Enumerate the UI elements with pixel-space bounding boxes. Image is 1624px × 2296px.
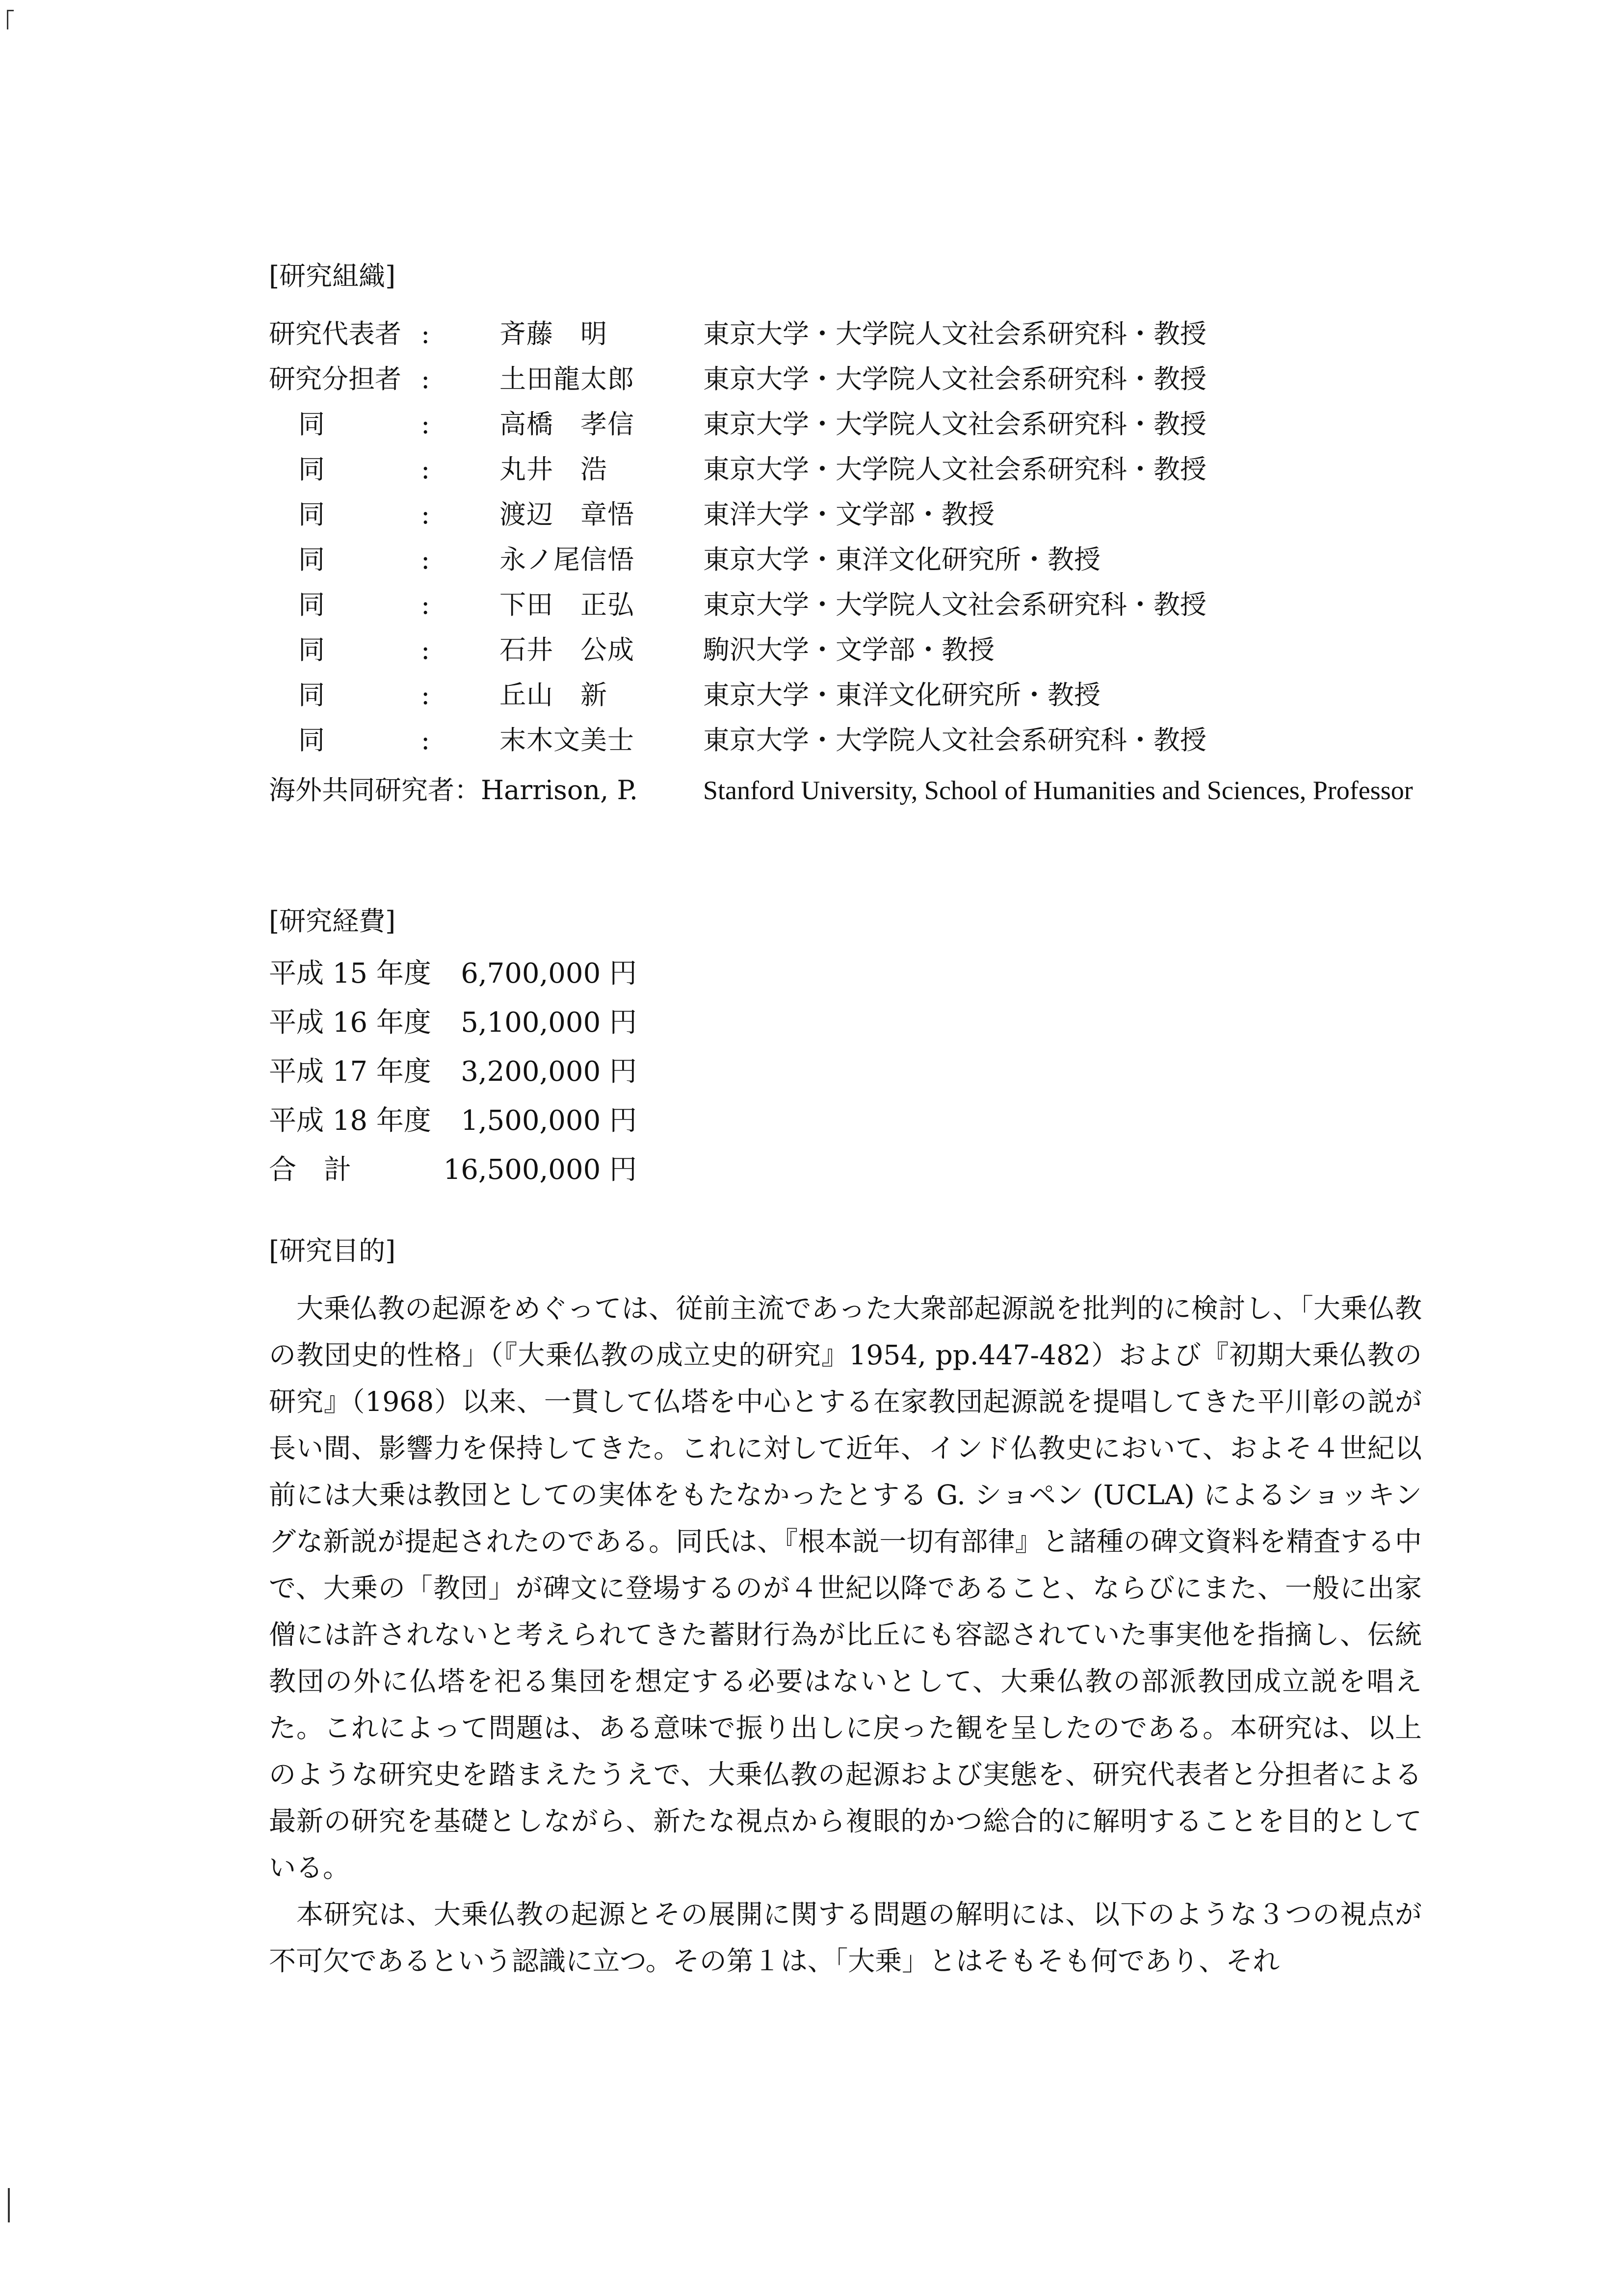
member-affiliation: 東京大学・東洋文化研究所・教授 [703,679,1100,710]
member-name: 永ノ尾信悟 [499,544,634,575]
colon: : [421,454,430,485]
funding-row [269,998,637,1047]
purpose-paragraph: 大乗仏教の起源をめぐっては、従前主流であった大衆部起源説を批判的に検討し、「大乗仏教の教団史的性格」（『大乗仏教の成立史的研究』1954, pp.447-482）および『初期大乗仏教の研究』（1968）以来、一貫して仏塔を中心とする在家教団起源説を提唱してきた平川彰の説が長い間、影響力を保持してきた。これに対して近年、インド仏教史において、およそ４世紀以前には大乗は教団としての実体をもたなかったとする G. ショペン (UCLA) によるショッキングな新説が提起されたのである。同氏は、『根本説一切有部律』と諸種の碑文資料を精査する中で、大乗の「教団」が碑文に登場するのが４世紀以降であること、ならびにまた、一般に出家僧には許されないと考えられてきた蓄財行為が比丘にも容認されていた事実他を指摘し、伝統教団の外に仏塔を祀る集団を想定する必要はないとして、大乗仏教の部派教団成立説を唱えた。これによって問題は、ある意味で振り出しに戻った観を呈したのである。本研究は、以上のような研究史を踏まえたうえで、大乗仏教の起源および実態を、研究代表者と分担者による最新の研究を基礎としながら、新たな視点から複眼的かつ総合的に解明することを目的としている。 [269,1293,1422,1883]
funding-amount: 6,700,000 円 [461,958,637,990]
organization-heading: [研究組織] [269,261,396,291]
role-label: 研究分担者 [269,364,401,394]
member-name: 丘山 新 [499,679,607,710]
role-label: 同 [298,499,325,530]
scan-edge-mark [7,10,8,29]
role-label: 同 [298,409,325,440]
role-label: 同 [298,544,325,575]
role-label: 同 [298,589,325,620]
funding-year: 平成 16 年度 [269,1007,431,1039]
colon: : [421,499,430,530]
colon: : [421,544,430,575]
member-name: 斉藤 明 [499,318,607,349]
role-label: 同 [298,454,325,485]
role-label: 同 [298,725,325,756]
org-row [269,582,1446,627]
colon: : [421,318,430,349]
member-name: 土田龍太郎 [499,364,634,394]
overseas-researcher-label: 海外共同研究者：Harrison, P. [269,775,638,806]
funding-amount: 3,200,000 円 [461,1056,637,1088]
member-affiliation: 東京大学・大学院人文社会系研究科・教授 [703,364,1206,394]
member-name: 丸井 浩 [499,454,607,485]
member-affiliation: 東京大学・大学院人文社会系研究科・教授 [703,725,1206,756]
funding-row [269,1047,637,1096]
funding-amount: 1,500,000 円 [461,1105,637,1137]
purpose-heading: [研究目的] [269,1235,396,1266]
colon: : [421,634,430,665]
funding-year: 平成 18 年度 [269,1105,431,1137]
funding-year: 平成 15 年度 [269,958,431,990]
scan-edge-mark [7,10,14,11]
member-affiliation: 東京大学・大学院人文社会系研究科・教授 [703,589,1206,620]
colon: : [421,364,430,394]
member-name: 末木文美士 [499,725,634,756]
role-label: 同 [298,679,325,710]
org-row [269,537,1446,582]
org-row [269,673,1446,718]
funding-row [269,949,637,998]
member-affiliation: 東京大学・大学院人文社会系研究科・教授 [703,409,1206,440]
role-label: 同 [298,634,325,665]
funding-total-amount: 16,500,000 円 [443,1154,637,1186]
funding-total-row [269,1146,637,1195]
funding-amount: 5,100,000 円 [461,1007,637,1039]
funding-year: 平成 17 年度 [269,1056,431,1088]
member-affiliation: 東京大学・大学院人文社会系研究科・教授 [703,318,1206,349]
member-affiliation: 東京大学・大学院人文社会系研究科・教授 [703,454,1206,485]
purpose-body [269,1285,1422,1984]
colon: : [421,589,430,620]
org-row [269,357,1446,402]
org-row [269,312,1446,357]
org-row [269,627,1446,673]
purpose-paragraph: 本研究は、大乗仏教の起源とその展開に関する問題の解明には、以下のような３つの視点が不可欠であるという認識に立つ。その第１は、「大乗」とはそもそも何であり、それ [269,1899,1422,1977]
member-name: 下田 正弘 [499,589,634,620]
scan-edge-mark [8,2188,10,2222]
member-name: 高橋 孝信 [499,409,634,440]
member-name: 石井 公成 [499,634,634,665]
member-name: 渡辺 章悟 [499,499,634,530]
colon: : [421,409,430,440]
org-row [269,402,1446,447]
org-row [269,718,1446,763]
colon: : [421,725,430,756]
role-label: 研究代表者 [269,318,401,349]
member-affiliation: 東京大学・東洋文化研究所・教授 [703,544,1100,575]
member-affiliation: 駒沢大学・文学部・教授 [703,634,995,665]
funding-row [269,1096,637,1146]
org-row [269,492,1446,537]
member-affiliation: 東洋大学・文学部・教授 [703,499,995,530]
colon: : [421,679,430,710]
overseas-researcher-affiliation: Stanford University, School of Humanities and Sciences, Professor [703,776,1413,805]
funding-total-label: 合 計 [269,1154,351,1186]
funding-heading: [研究経費] [269,906,396,937]
org-row [269,447,1446,492]
